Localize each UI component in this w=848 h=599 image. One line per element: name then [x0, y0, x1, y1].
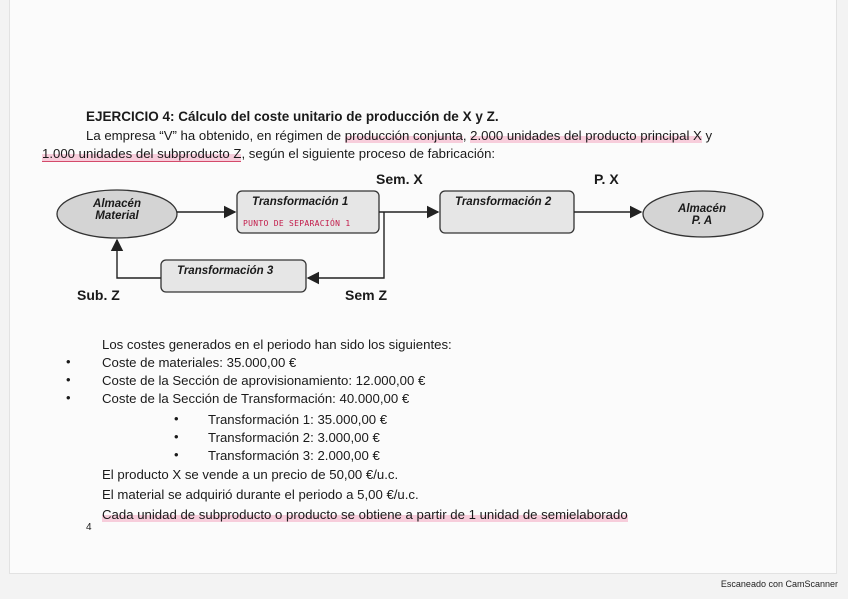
costs-intro: Los costes generados en el periodo han sido los siguientes: [102, 337, 452, 352]
bullet: • [174, 447, 179, 462]
bullet: • [174, 411, 179, 426]
almacen-material-line-1: Almacén [93, 198, 141, 210]
cost-subitem: Transformación 2: 3.000,00 € [208, 430, 380, 445]
intro-highlight-1: producción conjunta [344, 128, 463, 143]
exercise-title-text: : Cálculo del coste unitario de producción de X y Z. [170, 109, 499, 124]
bullet: • [66, 354, 71, 369]
punto-separacion-note: PUNTO DE SEPARACIÓN 1 [243, 219, 351, 228]
scanner-watermark: Escaneado con CamScanner [720, 579, 838, 589]
unit-line [102, 506, 628, 523]
almacen-material-label [87, 198, 147, 222]
intro-highlight-2: 2.000 unidades del producto principal X [470, 128, 702, 143]
almacen-pa-line-1: Almacén [678, 203, 726, 215]
price-line: El producto X se vende a un precio de 50,00 €/u.c. [102, 467, 399, 482]
label-p-x: P. X [594, 171, 619, 187]
intro-text-c: y [701, 128, 713, 143]
transformacion-1-label: Transformación 1 [252, 196, 349, 208]
intro-text-b: , [462, 128, 471, 143]
cost-item: Coste de la Sección de Transformación: 40.000,00 € [102, 391, 410, 406]
almacen-material-line-2: Material [95, 210, 139, 222]
transformacion-2-label: Transformación 2 [455, 196, 552, 208]
cost-item: Coste de materiales: 35.000,00 € [102, 355, 297, 370]
arrow-t3-to-material [117, 240, 161, 278]
label-sem-z: Sem Z [345, 287, 388, 303]
cost-subitem: Transformación 3: 2.000,00 € [208, 448, 380, 463]
exercise-label: EJERCICIO 4 [86, 109, 171, 124]
almacen-pa-line-2: P. A [691, 215, 713, 227]
almacen-pa-label [672, 203, 732, 227]
cost-item: Coste de la Sección de aprovisionamiento: 12.000,00 € [102, 373, 426, 388]
intro-highlight-3: 1.000 unidades del subproducto Z [42, 146, 242, 161]
material-line: El material se adquirió durante el periodo a 5,00 €/u.c. [102, 487, 419, 502]
page-number: 4 [86, 522, 92, 533]
cost-subitem: Transformación 1: 35.000,00 € [208, 412, 388, 427]
label-sub-z: Sub. Z [77, 287, 120, 303]
intro-text-a: La empresa “V” ha obtenido, en régimen de [86, 128, 345, 143]
bullet: • [174, 429, 179, 444]
transformacion-3-label: Transformación 3 [177, 265, 274, 277]
bullet: • [66, 372, 71, 387]
label-sem-x: Sem. X [376, 171, 423, 187]
bullet: • [66, 390, 71, 405]
unit-line-text: Cada unidad de subproducto o producto se obtiene a partir de 1 unidad de semielaborado [102, 507, 628, 522]
intro-text-d: , según el siguiente proceso de fabricación: [241, 146, 496, 161]
